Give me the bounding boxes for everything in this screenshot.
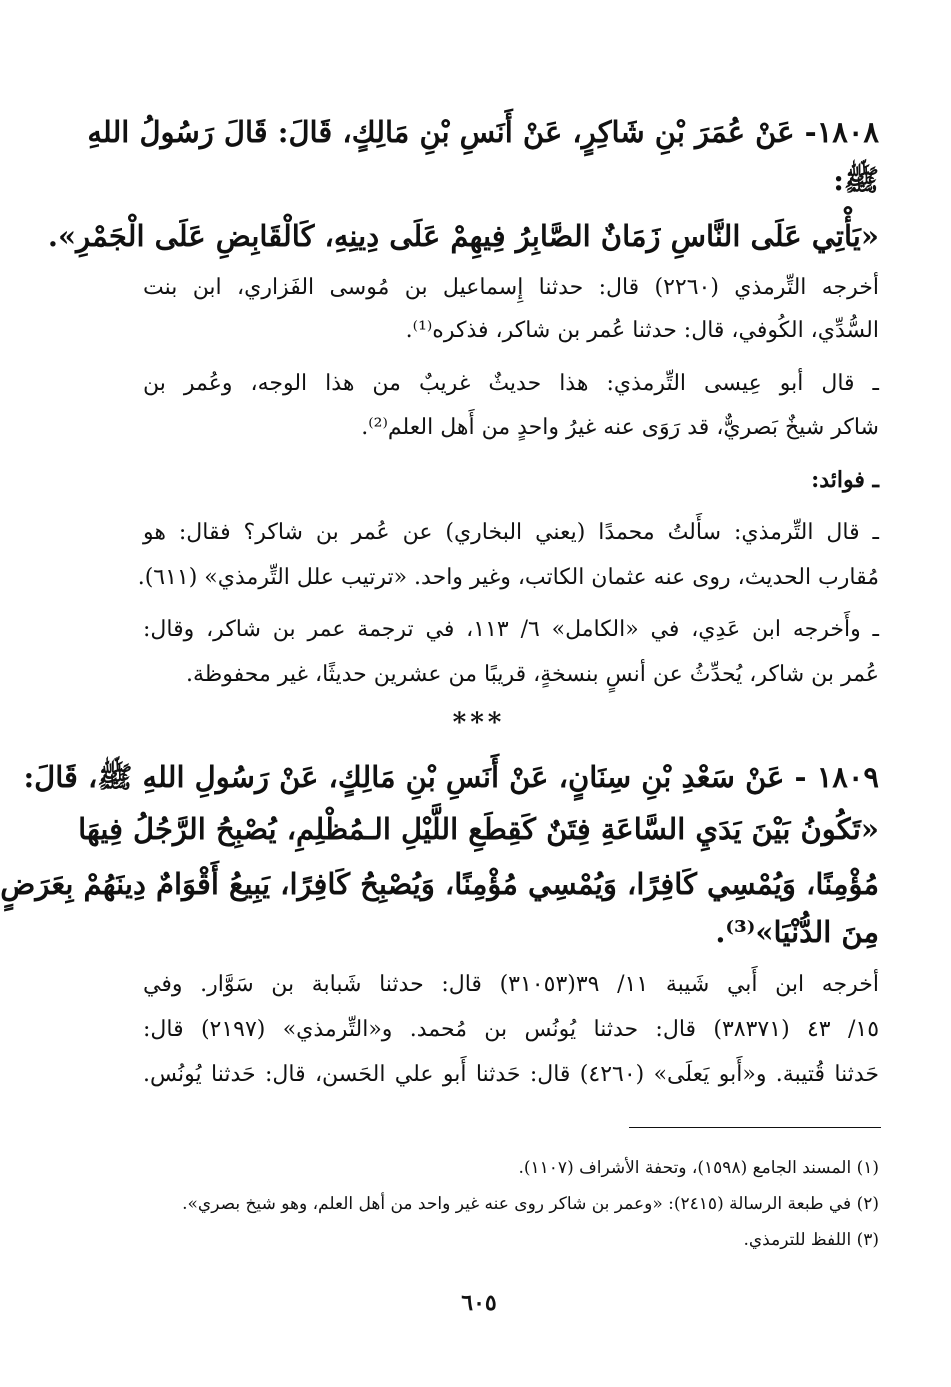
footnote-divider xyxy=(629,1127,881,1128)
hadith-1809-line-4: مِنَ الدُّنْيَا»⁽³⁾. xyxy=(715,915,879,949)
footnote-3: (٣) اللفظ للترمذي. xyxy=(743,1230,879,1250)
hadith-1808-matn: «يَأْتِي عَلَى النَّاسِ زَمَانٌ الصَّابِرُ فِيهِمْ عَلَى دِينِهِ، كَالْقَابِضِ عَلَى الْجَمْرِ». xyxy=(47,219,879,253)
hadith-1809-line-2: «تَكُونُ بَيْنَ يَدَيِ السَّاعَةِ فِتَنٌ كَقِطَعِ اللَّيْلِ الـمُظْلِمِ، يُصْبِحُ الرَّجُلُ فِيهَا xyxy=(78,812,879,846)
hadith-1809-takhrij-line-3: حَدثنا قُتيبة. و«أَبو يَعلَى» (٤٢٦٠) قال: حَدثنا أَبو علي الحَسن، قال: حَدثنا يُونُس. xyxy=(143,1062,879,1087)
hadith-1808-takhrij-line-1: أخرجه التِّرمذي (٢٢٦٠) قال: حدثنا إِسماعيل بن مُوسى الفَزاري، ابن بنت xyxy=(143,275,879,300)
fawaid-heading: ـ فوائد: xyxy=(811,467,879,493)
fawaid-2-line-2: عُمر بن شاكر، يُحدِّثُ عن أنسٍ بنسخةٍ، قريبًا من عشرين حديثًا، غير محفوظة. xyxy=(185,662,879,687)
section-separator: *** xyxy=(452,708,506,738)
fawaid-2-line-1: ـ وأَخرجه ابن عَدِي، في «الكامل» ٦/ ١١٣، في ترجمة عمر بن شاكر، وقال: xyxy=(143,617,879,642)
hadith-1809-takhrij-line-1: أخرجه ابن أَبي شَيبة ١١/ ٣٩(٣١٠٥٣) قال: حدثنا شَبابة بن سَوَّار. وفي xyxy=(143,972,880,997)
hadith-1808-line-2: ﷺ: xyxy=(833,163,879,197)
hadith-1808-line-1: ١٨٠٨- عَنْ عُمَرَ بْنِ شَاكِرٍ، عَنْ أَنَسِ بْنِ مَالِكٍ، قَالَ: قَالَ رَسُولُ اللهِ xyxy=(87,115,879,149)
footnote-1: (١) المسند الجامع (١٥٩٨)، وتحفة الأشراف (١١٠٧). xyxy=(518,1158,879,1178)
tirmidhi-comment-line-1: ـ قال أبو عِيسى التِّرمذي: هذا حديثٌ غريبٌ من هذا الوجه، وعُمر بن xyxy=(143,371,879,396)
hadith-1809-line-3: مُؤْمِنًا، وَيُمْسِي كَافِرًا، وَيُمْسِي مُؤْمِنًا، وَيُصْبِحُ كَافِرًا، يَبِيعُ أَقْوَامٌ دِينَهُمْ بِعَرَضٍ xyxy=(0,867,879,901)
hadith-1808-takhrij-line-2: السُّدِّي، الكُوفي، قال: حدثنا عُمر بن شاكر، فذكره⁽¹⁾. xyxy=(405,318,879,343)
hadith-1809-line-1: ١٨٠٩ - عَنْ سَعْدِ بْنِ سِنَانٍ، عَنْ أَنَسِ بْنِ مَالِكٍ، عَنْ رَسُولِ اللهِ ﷺ، قَالَ: xyxy=(23,760,879,794)
fawaid-1-line-1: ـ قال التِّرمذي: سأَلتُ محمدًا (يعني البخاري) عن عُمر بن شاكر؟ فقال: هو xyxy=(143,520,879,545)
fawaid-1-line-2: مُقارب الحديث، روى عنه عثمان الكاتب، وغير واحد. «ترتيب علل التِّرمذي» (٦١١). xyxy=(137,565,879,590)
hadith-1809-takhrij-line-2: ١٥/ ٤٣ (٣٨٣٧١) قال: حدثنا يُونُس بن مُحمد. و«التِّرمذي» (٢١٩٧) قال: xyxy=(143,1017,880,1042)
footnote-2: (٢) في طبعة الرسالة (٢٤١٥): «وعمر بن شاكر روى عنه غير واحد من أهل العلم، وهو شيخ بصري». xyxy=(182,1194,879,1214)
tirmidhi-comment-line-2: شاكر شيخٌ بَصريٌّ، قد رَوَى عنه غيرُ واحدٍ من أَهل العلم⁽²⁾. xyxy=(361,415,879,440)
page-number: ٦٠٥ xyxy=(461,1290,497,1316)
